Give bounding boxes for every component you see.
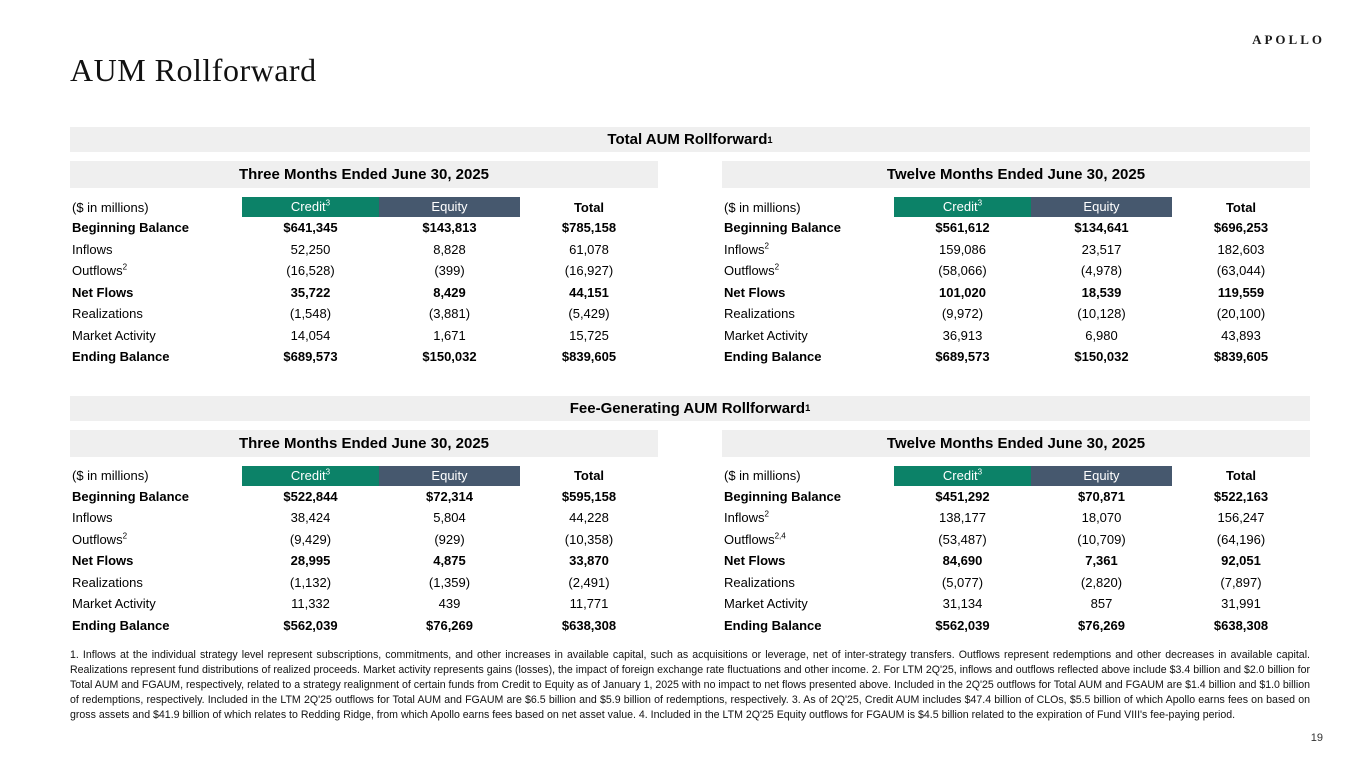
row-label: Realizations [724,306,795,322]
cell-total: 44,151 [569,284,609,300]
equity-column-header: Equity [379,466,520,486]
cell-credit: 138,177 [939,510,986,526]
cell-equity: (1,359) [428,574,471,590]
column-header-row [722,466,1310,486]
cell-credit: $562,039 [283,617,338,633]
cell-credit: $451,292 [935,488,990,504]
table-row [70,507,658,529]
cell-total: (10,358) [564,531,614,547]
tables-row [70,161,1310,368]
cell-total: 31,991 [1221,596,1261,612]
total-column-header: Total [573,199,605,215]
cell-credit: 36,913 [942,327,983,343]
cell-total: 43,893 [1221,327,1261,343]
row-label: Realizations [724,574,795,590]
table-row [722,615,1310,637]
cell-total: 156,247 [1217,510,1265,526]
equity-column-header: Equity [1031,466,1172,486]
row-label: Net Flows [724,553,786,569]
period-header: Twelve Months Ended June 30, 2025 [722,430,1310,457]
cell-credit: (16,528) [286,263,335,279]
table-row [722,217,1310,239]
column-header-row [70,466,658,486]
cell-credit: $562,039 [935,617,990,633]
cell-equity: (3,881) [428,306,471,322]
cell-credit: 35,722 [290,284,331,300]
table-row [722,572,1310,594]
cell-credit: 31,134 [942,596,983,612]
cell-credit: $689,573 [283,349,338,365]
row-label: Outflows$^2$ [72,262,128,279]
table-row [70,217,658,239]
table-row [722,260,1310,282]
cell-total: 182,603 [1217,241,1265,257]
cell-credit: $689,573 [935,349,990,365]
row-label: Beginning Balance [724,488,842,504]
cell-equity: $72,314 [426,488,473,504]
total-column-header: Total [1225,199,1257,215]
row-label: Ending Balance [72,349,170,365]
content-area [70,127,1310,636]
row-label: Beginning Balance [72,488,190,504]
row-label: Beginning Balance [724,220,842,236]
table-row [722,550,1310,572]
credit-column-header: Credit$^3$ [242,466,379,486]
page-title: AUM Rollforward [70,52,317,88]
section-2 [70,396,1310,637]
period-header: Three Months Ended June 30, 2025 [70,161,658,188]
cell-credit: (53,487) [938,531,987,547]
table-row [70,593,658,615]
unit-label: ($ in millions) [72,468,149,483]
table-row [70,615,658,637]
cell-equity: 4,875 [433,553,466,569]
cell-total: $522,163 [1213,488,1269,504]
row-label: Outflows$^2$ [72,531,128,547]
cell-credit: 84,690 [942,553,983,569]
cell-total: 11,771 [569,596,609,612]
cell-total: (16,927) [564,263,614,279]
row-label: Market Activity [72,327,156,343]
cell-total: $696,253 [1213,220,1269,236]
row-label: Ending Balance [72,617,170,633]
rollforward-table-three-months [70,161,658,368]
period-header: Twelve Months Ended June 30, 2025 [722,161,1310,188]
table-row [722,593,1310,615]
cell-equity: 23,517 [1081,241,1122,257]
table-row [70,529,658,551]
cell-credit: (58,066) [938,263,987,279]
table-row [722,282,1310,304]
column-header-row [722,197,1310,217]
cell-equity: $76,269 [426,617,473,633]
table-row [70,303,658,325]
cell-total: 61,078 [569,241,609,257]
cell-total: (5,429) [568,306,610,322]
equity-column-header: Equity [379,197,520,217]
cell-total: $839,605 [1213,349,1269,365]
cell-equity: (929) [434,531,465,547]
cell-equity: 18,070 [1081,510,1122,526]
row-label: Realizations [72,574,143,590]
credit-column-header: Credit$^3$ [894,197,1031,217]
cell-credit: (1,548) [289,306,332,322]
cell-total: $785,158 [561,220,617,236]
cell-total: 33,870 [569,553,609,569]
cell-equity: $150,032 [422,349,477,365]
tables-row [70,430,1310,637]
table-row [722,529,1310,551]
cell-credit: (1,132) [289,574,332,590]
row-label: Outflows$^{2,4}$ [724,531,786,547]
cell-equity: 439 [438,596,461,612]
rollforward-table-twelve-months [722,161,1310,368]
row-label: Market Activity [72,596,156,612]
cell-equity: (10,709) [1077,531,1126,547]
cell-total: $595,158 [561,488,617,504]
cell-total: (2,491) [568,574,610,590]
cell-equity: 7,361 [1085,553,1118,569]
cell-equity: 5,804 [433,510,466,526]
rollforward-table-three-months [70,430,658,637]
row-label: Market Activity [724,327,808,343]
cell-credit: 52,250 [290,241,331,257]
column-header-row [70,197,658,217]
row-label: Inflows [72,510,113,526]
cell-equity: $143,813 [422,220,477,236]
cell-credit: 14,054 [290,327,331,343]
cell-equity: (10,128) [1077,306,1126,322]
period-header: Three Months Ended June 30, 2025 [70,430,658,457]
cell-equity: $70,871 [1078,488,1125,504]
unit-label: ($ in millions) [724,468,801,483]
cell-credit: 101,020 [939,284,986,300]
unit-label: ($ in millions) [72,199,149,215]
row-label: Market Activity [724,596,808,612]
row-label: Ending Balance [724,349,822,365]
row-label: Net Flows [72,284,134,300]
row-label: Inflows [72,241,113,257]
cell-total: 44,228 [569,510,609,526]
total-column-header: Total [1225,468,1257,483]
cell-equity: 6,980 [1085,327,1118,343]
cell-equity: 8,828 [433,241,466,257]
equity-column-header: Equity [1031,197,1172,217]
row-label: Net Flows [72,553,134,569]
cell-total: $839,605 [561,349,617,365]
cell-total: $638,308 [561,617,617,633]
cell-equity: 857 [1090,596,1113,612]
table-row [70,572,658,594]
row-label: Net Flows [724,284,786,300]
apollo-logo: APOLLO [1252,32,1325,47]
cell-total: (64,196) [1216,531,1266,547]
cell-credit: $522,844 [283,488,338,504]
cell-credit: (5,077) [941,574,984,590]
cell-total: (7,897) [1220,574,1262,590]
section-title: Total AUM Rollforward 1 [70,127,1310,152]
cell-credit: (9,972) [941,306,984,322]
page-number: 19 [1310,732,1323,744]
cell-total: 92,051 [1221,553,1261,569]
total-column-header: Total [573,468,605,483]
cell-total: 119,559 [1217,284,1265,300]
cell-equity: $76,269 [1078,617,1125,633]
table-row [70,260,658,282]
row-label: Beginning Balance [72,220,190,236]
section-title: Fee-Generating AUM Rollforward 1 [70,396,1310,421]
cell-credit: $641,345 [283,220,338,236]
credit-column-header: Credit$^3$ [894,466,1031,486]
unit-label: ($ in millions) [724,199,801,215]
table-row [70,346,658,368]
table-row [70,550,658,572]
row-label: Outflows$^2$ [724,262,780,279]
cell-credit: 28,995 [290,553,331,569]
cell-equity: (2,820) [1080,574,1123,590]
cell-equity: $134,641 [1074,220,1129,236]
row-label: Ending Balance [724,617,822,633]
row-label: Inflows$^2$ [724,241,769,257]
table-row [722,325,1310,347]
table-row [722,303,1310,325]
cell-credit: 38,424 [290,510,331,526]
section-1 [70,127,1310,368]
cell-credit: $561,612 [935,220,990,236]
table-row [722,507,1310,529]
row-label: Inflows$^2$ [724,509,769,526]
cell-total: (20,100) [1216,306,1266,322]
table-row [70,325,658,347]
table-row [70,239,658,261]
cell-equity: $150,032 [1074,349,1129,365]
table-row [722,346,1310,368]
cell-equity: (399) [434,263,465,279]
cell-credit: 159,086 [939,241,986,257]
cell-equity: 1,671 [433,327,466,343]
table-row [722,486,1310,508]
cell-credit: 11,332 [291,596,330,612]
cell-equity: 8,429 [433,284,466,300]
cell-equity: 18,539 [1081,284,1122,300]
cell-total: (63,044) [1216,263,1266,279]
rollforward-table-twelve-months [722,430,1310,637]
cell-total: 15,725 [569,327,609,343]
row-label: Realizations [72,306,143,322]
cell-total: $638,308 [1213,617,1269,633]
credit-column-header: Credit$^3$ [242,197,379,217]
table-row [722,239,1310,261]
footnotes: 1. Inflows at the individual strategy level represent subscriptions, commitments, and other increases in available capital, such as acquisitions or leverage, net of inter-strategy transfers. Outflows represent redemptions and other decreases in available capital. Realizations represent fund distributions of realized proceeds. Market activity represents gains (losses), the impact of foreign exchange rate fluctuations and other income. 2. For LTM 2Q'25, inflows and outflows reflected above include $3.4 billion and $2.0 billion for Total AUM and FGAUM, respectively, related to a strategy realignment of certain funds from Credit to Equity as of January 1, 2025 with no impact to net flows presented above. Included in the 2Q'25 outflows for Total AUM and FGAUM are $1.4 billion and $1.0 billion of redemptions, respectively. Included in the LTM 2Q'25 outflows for Total AUM and FGAUM are $6.5 billion and $5.9 billion of redemptions, respectively. 3. As of 2Q'25, Credit AUM includes $47.4 billion of CLOs, $5.5 billion of which Apollo earns fees on based on gross assets and $41.9 billion of which relates to Redding Ridge, from which Apollo earns fees based on net asset value. 4. Included in the LTM 2Q'25 Equity outflows for FGAUM is $4.5 billion related to the expiration of Fund VIII's fee-paying period. [70,649,1310,722]
cell-credit: (9,429) [289,531,332,547]
table-row [70,282,658,304]
cell-equity: (4,978) [1080,263,1123,279]
table-row [70,486,658,508]
